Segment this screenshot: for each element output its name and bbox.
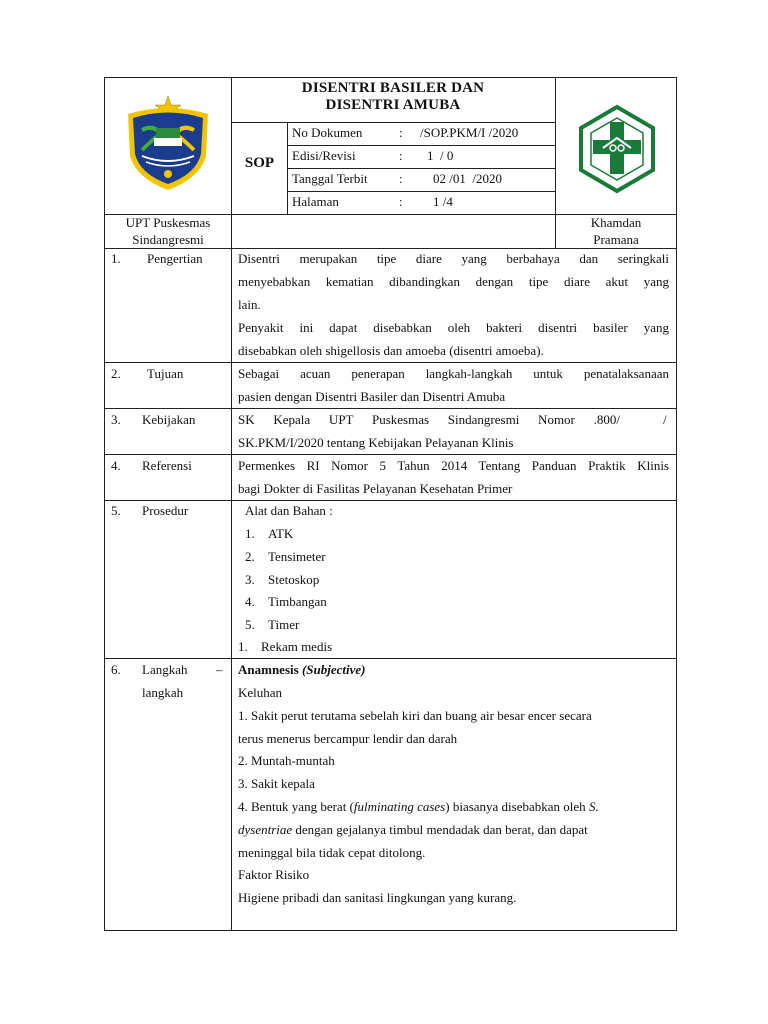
- anamnesis-label: Anamnesis: [238, 662, 302, 677]
- meta-separator: :: [399, 148, 403, 163]
- signer-line-2: Pramana: [593, 232, 639, 247]
- complaint-italic: dysentriae: [238, 822, 293, 837]
- meta-row-page: [292, 191, 554, 213]
- complaint-italic: S.: [588, 799, 599, 814]
- list-item: Timer: [268, 617, 300, 632]
- meta-value: 1 /4: [433, 194, 453, 209]
- referensi-line: Permenkes RI Nomor 5 Tahun 2014 Tentang Panduan Praktik Klinis: [238, 458, 669, 473]
- sop-label: SOP: [244, 155, 275, 171]
- signer-name: [556, 214, 676, 248]
- meta-label: Halaman: [292, 194, 339, 209]
- meta-value: /SOP.PKM/I /2020: [420, 125, 519, 140]
- keluhan-heading: Keluhan: [238, 685, 283, 700]
- meta-label: No Dokumen: [292, 125, 363, 140]
- complaint-line: [238, 795, 599, 818]
- pengertian-line: Penyakit ini dapat disebabkan oleh bakteri disentri basiler yang: [238, 320, 669, 335]
- meta-row-document-number: [292, 122, 554, 144]
- section-label-tujuan: Tujuan: [147, 366, 184, 381]
- section-label-kebijakan: Kebijakan: [142, 412, 196, 427]
- pengertian-line: lain.: [238, 297, 261, 312]
- signer-line-1: Khamdan: [590, 215, 642, 230]
- meta-separator: :: [399, 125, 403, 140]
- section-number: 1.: [111, 251, 121, 266]
- list-item: Tensimeter: [268, 549, 326, 564]
- complaint-line: terus menerus bercampur lendir dan darah: [238, 731, 458, 746]
- meta-label: Edisi/Revisi: [292, 148, 356, 163]
- section-label-referensi: Referensi: [142, 458, 192, 473]
- prosedur-heading: Alat dan Bahan :: [245, 503, 333, 518]
- complaint-text: ) biasanya disebabkan oleh: [445, 799, 589, 814]
- organization-line-1: UPT Puskesmas: [125, 215, 211, 230]
- subjective-label: (Subjective): [301, 662, 366, 677]
- list-item-number: 5.: [245, 617, 255, 632]
- section-number: 4.: [111, 458, 121, 473]
- title-line-1: DISENTRI BASILER DAN: [301, 80, 485, 96]
- meta-value: 1 / 0: [427, 148, 454, 163]
- list-item-number: 3.: [245, 572, 255, 587]
- section-number: 2.: [111, 366, 121, 381]
- meta-label: Tanggal Terbit: [292, 171, 368, 186]
- risk-text: Higiene pribadi dan sanitasi lingkungan yang kurang.: [238, 890, 517, 905]
- complaint-text: 4. Bentuk yang berat (: [238, 799, 354, 814]
- list-item-number: 1.: [238, 639, 248, 654]
- organization-line-2: Sindangresmi: [132, 232, 204, 247]
- document-title: [232, 80, 554, 114]
- section-label-langkah-2: langkah: [142, 685, 184, 700]
- meta-row-issue-date: [292, 168, 554, 190]
- section-number: 6.: [111, 662, 121, 677]
- pengertian-line: menyebabkan kematian dibandingkan dengan tipe diare akut yang: [238, 274, 669, 289]
- pengertian-line: disebabkan oleh shigellosis dan amoeba (disentri amoeba).: [238, 343, 544, 358]
- list-item: Timbangan: [268, 594, 327, 609]
- complaint-line: 3. Sakit kepala: [238, 776, 315, 791]
- list-item-number: 4.: [245, 594, 255, 609]
- section-label-prosedur: Prosedur: [142, 503, 189, 518]
- kebijakan-line: SK Kepala UPT Puskesmas Sindangresmi Nomor .800/: [238, 412, 620, 427]
- section-number: 5.: [111, 503, 121, 518]
- tujuan-line: Sebagai acuan penerapan langkah-langkah untuk penatalaksanaan: [238, 366, 669, 381]
- meta-value: 02 /01 /2020: [433, 171, 502, 186]
- complaint-line: 2. Muntah-muntah: [238, 753, 335, 768]
- title-line-2: DISENTRI AMUBA: [325, 97, 461, 113]
- section-number: 3.: [111, 412, 121, 427]
- kebijakan-line-end: /: [663, 412, 667, 427]
- kebijakan-line: SK.PKM/I/2020 tentang Kebijakan Pelayanan Klinis: [238, 435, 514, 450]
- section-label-langkah: Langkah: [142, 662, 188, 677]
- section-label-pengertian: Pengertian: [147, 251, 203, 266]
- meta-row-edition: [292, 145, 554, 167]
- complaint-italic: fulminating cases: [353, 799, 446, 814]
- anamnesis-heading: [238, 658, 365, 681]
- list-item: Rekam medis: [261, 639, 333, 654]
- organization-name: [105, 214, 231, 248]
- complaint-line: meninggal bila tidak cepat ditolong.: [238, 845, 426, 860]
- list-item: Stetoskop: [268, 572, 320, 587]
- list-item-number: 1.: [245, 526, 255, 541]
- complaint-line: [238, 818, 588, 841]
- meta-separator: :: [399, 194, 403, 209]
- complaint-text: dengan gejalanya timbul mendadak dan berat, dan dapat: [292, 822, 588, 837]
- meta-separator: :: [399, 171, 403, 186]
- list-item-number: 2.: [245, 549, 255, 564]
- list-item: ATK: [268, 526, 294, 541]
- health-cross-house-icon: [577, 104, 657, 194]
- section-label-dash: –: [216, 662, 223, 677]
- complaint-line: 1. Sakit perut terutama sebelah kiri dan buang air besar encer secara: [238, 708, 592, 723]
- tujuan-line: pasien dengan Disentri Basiler dan Disentri Amuba: [238, 389, 506, 404]
- risk-heading: Faktor Risiko: [238, 867, 310, 882]
- referensi-line: bagi Dokter di Fasilitas Pelayanan Kesehatan Primer: [238, 481, 513, 496]
- regency-crest-icon: [120, 94, 216, 194]
- pengertian-line: Disentri merupakan tipe diare yang berbahaya dan seringkali: [238, 251, 669, 266]
